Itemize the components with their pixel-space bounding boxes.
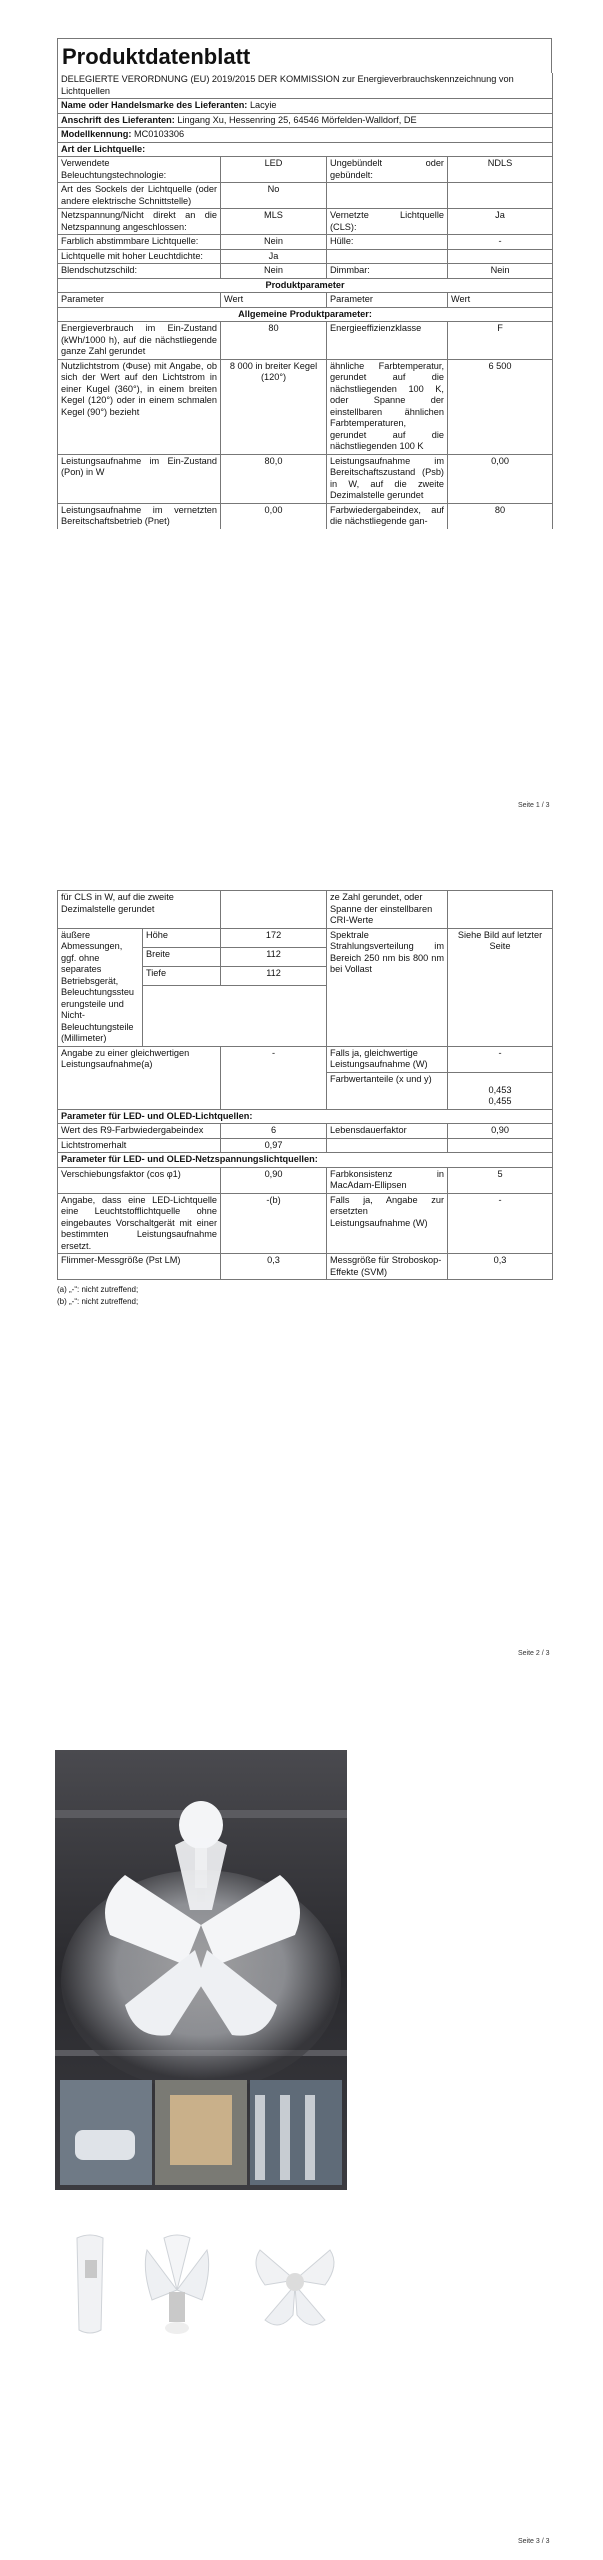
cell-value: - [448, 235, 553, 250]
cell-label: Leistungsaufnahme im vernetzten Bereitschaftsbetrieb (Pnet) [58, 503, 221, 529]
cell-value: 5 [448, 1167, 553, 1193]
led-row [58, 1124, 553, 1139]
cell-label: Blendschutzschild: [58, 264, 221, 279]
header-cell: Parameter [58, 293, 221, 308]
dim-key: Breite [143, 947, 221, 966]
cell-label: Wert des R9-Farbwiedergabeindex [58, 1124, 221, 1139]
cell-value: 0,3 [221, 1254, 327, 1280]
cell-label: Leistungsaufnahme im Ein-Zustand (Pon) in W [58, 454, 221, 503]
dim-key: Höhe [143, 928, 221, 947]
page-1 [0, 0, 603, 830]
cell-value [448, 891, 553, 929]
cell-label: Hülle: [327, 235, 448, 250]
equiv-row [58, 1046, 553, 1072]
cell-label: Verwendete Beleuchtungstechnologie: [58, 157, 221, 183]
cell-value: 0,00 [221, 503, 327, 529]
continued-row [58, 891, 553, 929]
product-photo-main [55, 1750, 347, 2190]
cell-value: Ja [221, 249, 327, 264]
header-cell: Wert [221, 293, 327, 308]
cell-value: 0,90 [448, 1124, 553, 1139]
footnote-a: (a) „-“: nicht zutreffend; [57, 1285, 139, 1294]
cell-value [221, 891, 327, 929]
cell-label: Art des Sockels der Lichtquelle (oder andere elektrische Schnittstelle) [58, 183, 221, 209]
general-row [58, 322, 553, 360]
general-row [58, 359, 553, 454]
cell-value: 0,00 [448, 454, 553, 503]
supplier-address: Lingang Xu, Hessenring 25, 64546 Mörfelden-Walldorf, DE [177, 114, 417, 125]
cell-label: Flimmer-Messgröße (Pst LM) [58, 1254, 221, 1280]
light-row [58, 249, 553, 264]
lamp-bottom-icon [245, 2230, 345, 2340]
page-number: Seite 1 / 3 [518, 802, 550, 809]
footnote-b: (b) „-“: nicht zutreffend; [57, 1297, 139, 1306]
cell-label: Nutzlichtstrom (Φuse) mit Angabe, ob sich der Wert auf den Lichtstrom in einer Kugel (360°), in einem breiten Kegel (120°) oder in einem schmalen Kegel (90°) bezieht [58, 359, 221, 454]
cell-value: 6 500 [448, 359, 553, 454]
cell-value [448, 1138, 553, 1153]
light-row [58, 157, 553, 183]
cell-value: LED [221, 157, 327, 183]
cell-label: Leistungsaufnahme im Bereitschaftszustand (Psb) in W, auf die zweite Dezimalstelle gerundet [327, 454, 448, 503]
dims-row [58, 928, 553, 947]
page-number: Seite 2 / 3 [518, 1650, 550, 1657]
header-cell: Wert [448, 293, 553, 308]
general-params-heading: Allgemeine Produktparameter: [58, 307, 553, 322]
general-row [58, 454, 553, 503]
dim-key: Tiefe [143, 966, 221, 985]
cell-label: Vernetzte Lichtquelle (CLS): [327, 209, 448, 235]
cell-label: Farbkonsistenz in MacAdam-Ellipsen [327, 1167, 448, 1193]
model-label: Modellkennung: [61, 129, 132, 139]
chroma-values [448, 1072, 553, 1109]
mains-row [58, 1193, 553, 1254]
spectral-value: Siehe Bild auf letzter Seite [448, 928, 553, 1046]
equiv-right-value: - [448, 1046, 553, 1072]
supplier-name: Lacyie [249, 100, 277, 110]
cell-value: 0,3 [448, 1254, 553, 1280]
page-number: Seite 3 / 3 [518, 2538, 550, 2545]
product-photo-side [55, 2230, 125, 2340]
cell-value: F [448, 322, 553, 360]
lamp-photo-icon [55, 1750, 347, 2190]
cell-value: 80 [448, 503, 553, 529]
led-row [58, 1138, 553, 1153]
light-row [58, 235, 553, 250]
cell-value: 0,90 [221, 1167, 327, 1193]
cell-value: 0,97 [221, 1138, 327, 1153]
product-photo-bottom [245, 2230, 345, 2340]
datasheet-table-2 [57, 890, 553, 1280]
cell-value: No [221, 183, 327, 209]
cell-label: für CLS in W, auf die zweite Dezimalstelle gerundet [58, 891, 221, 929]
cell-label [327, 1138, 448, 1153]
cell-value [448, 183, 553, 209]
cell-label: Lebensdauerfaktor [327, 1124, 448, 1139]
cell-label: Falls ja, Angabe zur ersetzten Leistungsaufnahme (W) [327, 1193, 448, 1254]
cell-value: -(b) [221, 1193, 327, 1254]
supplier-address-row [58, 113, 553, 128]
chroma-label: Farbwertanteile (x und y) [327, 1072, 448, 1109]
cell-label: Angabe, dass eine LED-Lichtquelle eine Leuchtstofflichtquelle ohne eingebautes Vorschaltgerät mit einer bestimmten Leistungsaufnahme ersetzt. [58, 1193, 221, 1254]
mains-params-heading: Parameter für LED- und OLED-Netzspannungslichtquellen: [58, 1153, 553, 1168]
dim-value: 172 [221, 928, 327, 947]
cell-value: 80,0 [221, 454, 327, 503]
cell-value: Nein [221, 235, 327, 250]
regulation-text: DELEGIERTE VERORDNUNG (EU) 2019/2015 DER KOMMISSION zur Energieverbrauchskennzeichnung von Lichtquellen [58, 73, 553, 99]
model-row [58, 128, 553, 143]
spectral-label: Spektrale Strahlungsverteilung im Bereich 250 nm bis 800 nm bei Vollast [327, 928, 448, 1046]
cell-value: MLS [221, 209, 327, 235]
cell-label: Farblich abstimmbare Lichtquelle: [58, 235, 221, 250]
model-value: MC0103306 [134, 129, 185, 139]
cell-label: Messgröße für Stroboskop-Effekte (SVM) [327, 1254, 448, 1280]
cell-value: 6 [221, 1124, 327, 1139]
cell-label: Farbwiedergabeindex, auf die nächstliegende gan- [327, 503, 448, 529]
cell-value: 80 [221, 322, 327, 360]
general-row [58, 503, 553, 529]
supplier-address-label: Anschrift des Lieferanten: [61, 114, 175, 125]
cell-label: ze Zahl gerundet, oder Spanne der einstellbaren CRI-Werte [327, 891, 448, 929]
cell-label: Lichtstromerhalt [58, 1138, 221, 1153]
lamp-front-icon [132, 2230, 222, 2340]
mains-row [58, 1167, 553, 1193]
chroma-x: 0,453 [488, 1084, 512, 1095]
light-row [58, 209, 553, 235]
cell-value [448, 249, 553, 264]
cell-label: Ungebündelt oder gebündelt: [327, 157, 448, 183]
cell-value: Ja [448, 209, 553, 235]
equiv-label: Angabe zu einer gleichwertigen Leistungsaufnahme(a) [58, 1046, 221, 1109]
param-header-row [58, 293, 553, 308]
chroma-y: 0,455 [488, 1096, 512, 1106]
cell-value: Nein [448, 264, 553, 279]
cell-label: ähnliche Farbtemperatur, gerundet auf die nächstliegenden 100 K, oder Spanne der einstellbaren ähnlichen Farbtemperaturen, gerundet auf die nächstliegenden 100 K [327, 359, 448, 454]
mains-row [58, 1254, 553, 1280]
header-cell: Parameter [327, 293, 448, 308]
equiv-right-label: Falls ja, gleichwertige Leistungsaufnahme (W) [327, 1046, 448, 1072]
cell-label: Energieeffizienzklasse [327, 322, 448, 360]
cell-label: Lichtquelle mit hoher Leuchtdichte: [58, 249, 221, 264]
document-title: Produktdatenblatt [57, 38, 552, 73]
cell-label: Verschiebungsfaktor (cos φ1) [58, 1167, 221, 1193]
supplier-name-row [58, 99, 553, 114]
cell-value: Nein [221, 264, 327, 279]
light-type-label: Art der Lichtquelle: [58, 142, 553, 157]
dim-value: 112 [221, 947, 327, 966]
cell-value: NDLS [448, 157, 553, 183]
page-2 [0, 880, 603, 1680]
cell-label: Dimmbar: [327, 264, 448, 279]
supplier-name-label: Name oder Handelsmarke des Lieferanten: [61, 100, 248, 110]
cell-label [327, 183, 448, 209]
led-params-heading: Parameter für LED- und OLED-Lichtquellen: [58, 1109, 553, 1124]
page-3 [0, 1700, 603, 2560]
light-row [58, 183, 553, 209]
cell-value: - [448, 1193, 553, 1254]
cell-label: Energieverbrauch im Ein-Zustand (kWh/1000 h), auf die nächstliegende ganze Zahl gerundet [58, 322, 221, 360]
light-row [58, 264, 553, 279]
cell-label [327, 249, 448, 264]
lamp-side-icon [55, 2230, 125, 2340]
cell-label: Netzspannung/Nicht direkt an die Netzspannung angeschlossen: [58, 209, 221, 235]
equiv-value: - [221, 1046, 327, 1109]
product-photo-front [132, 2230, 222, 2340]
product-params-heading: Produktparameter [58, 278, 553, 293]
cell-value: 8 000 in breiter Kegel (120°) [221, 359, 327, 454]
dim-value: 112 [221, 966, 327, 985]
datasheet-table-1 [57, 73, 553, 529]
dims-label: äußere Abmessungen, ggf. ohne separates Betriebsgerät, Beleuchtungssteuerungsteile und Nicht-Beleuchtungsteile (Millimeter) [58, 928, 143, 1046]
